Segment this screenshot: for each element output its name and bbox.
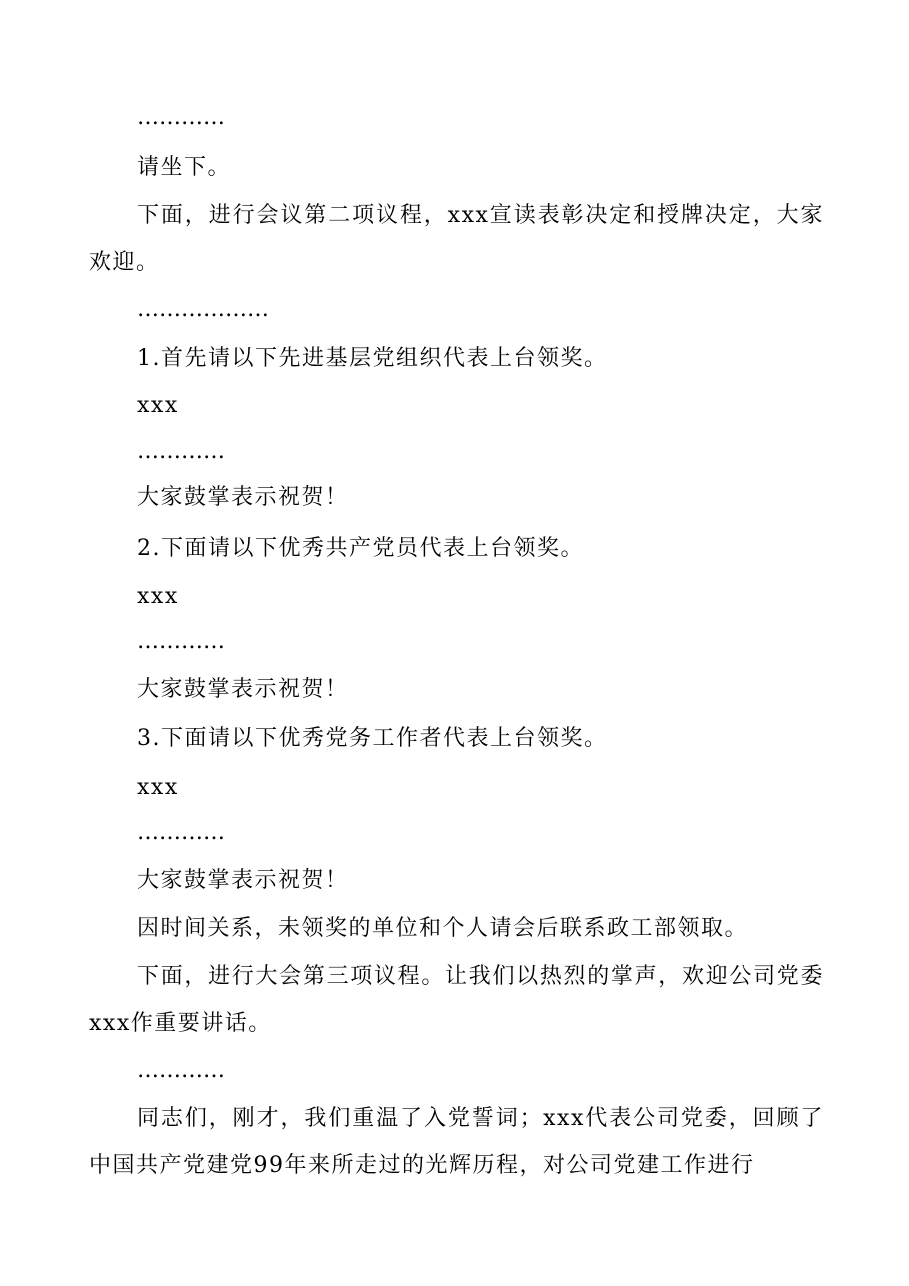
paragraph: 大家鼓掌表示祝贺！: [137, 485, 349, 510]
ellipsis-line: ………………: [137, 297, 269, 322]
paragraph: xxx: [137, 584, 179, 609]
ellipsis-line: …………: [137, 105, 225, 130]
paragraph: 大家鼓掌表示祝贺！: [137, 868, 349, 893]
ellipsis-line: …………: [137, 1058, 225, 1083]
paragraph: 下面，进行大会第三项议程。让我们以热烈的掌声，欢迎公司党委xxx作重要讲话。: [89, 964, 824, 1036]
ellipsis-line: …………: [137, 629, 225, 654]
paragraph: 大家鼓掌表示祝贺！: [137, 677, 349, 702]
paragraph: xxx: [137, 393, 179, 418]
paragraph: xxx: [137, 775, 179, 800]
paragraph: 3.下面请以下优秀党务工作者代表上台领奖。: [137, 726, 608, 751]
paragraph: 同志们，刚才，我们重温了入党誓词；xxx代表公司党委，回顾了中国共产党建党99年来所走过的光辉历程，对公司党建工作进行: [89, 1106, 824, 1178]
paragraph: 1.首先请以下先进基层党组织代表上台领奖。: [137, 346, 608, 371]
ellipsis-line: …………: [137, 439, 225, 464]
paragraph: 下面，进行会议第二项议程，xxx宣读表彰决定和授牌决定，大家欢迎。: [89, 203, 824, 275]
paragraph: 请坐下。: [137, 155, 232, 180]
ellipsis-line: …………: [137, 820, 225, 845]
paragraph: 2.下面请以下优秀共产党员代表上台领奖。: [137, 536, 584, 561]
paragraph: 因时间关系，未领奖的单位和个人请会后联系政工部领取。: [137, 916, 749, 941]
